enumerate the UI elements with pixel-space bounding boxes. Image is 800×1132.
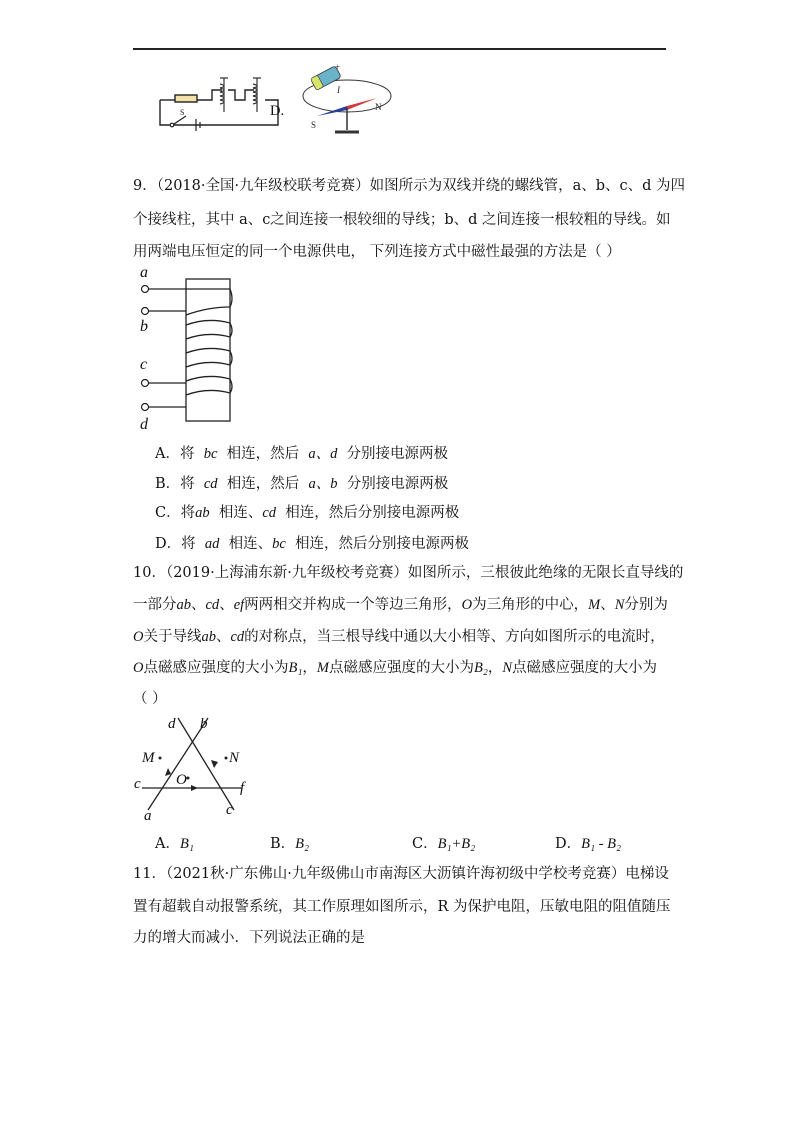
q10-option-c: C．B₁+B₂ [412,836,476,852]
terminal-d: d [140,416,148,431]
q10-option-d: D．B₁ - B₂ [555,836,622,852]
pole-s-label: S [311,120,317,130]
wire-c-label-left: c [134,776,141,792]
wire-d-label: d [168,716,176,732]
point-n-label: N [229,750,240,766]
terminal-b: b [140,318,148,335]
compass-solenoid-figure [297,58,397,140]
point-o-label: O [176,772,187,788]
terminal-c: c [140,356,148,373]
q10-option-b: B．B₂ [270,836,310,852]
wire-f-label: f [240,780,245,796]
current-label: I [337,85,340,95]
wire-b-label: b [200,716,208,732]
option-d-label: D. [270,103,285,119]
q9-line-3: 用两端电压恒定的同一个电源供电， 下列连接方式中磁性最强的方法是（ ） [133,244,621,260]
q11-line-1: 11．（2021秋·广东佛山·九年级佛山市南海区大沥镇许海初级中学校考竞赛）电梯设 [133,866,669,882]
q10-line-2: 一部分ab、cd、ef两两相交并构成一个等边三角形，O为三角形的中心，M、N分别为 [133,597,668,613]
q9-line-2: 个接线柱，其中 a、c之间连接一根较细的导线；b、d 之间连接一根较粗的导线。如 [133,212,671,228]
header-rule [133,48,666,50]
q9-option-b: B．将 cd 相连，然后 a、b 分别接电源两极 [155,476,449,492]
point-m-label: M [142,750,155,766]
q9-option-c: C．将ab 相连、cd 相连，然后分别接电源两极 [155,505,460,521]
pole-n-label: N [375,102,382,112]
q10-line-1: 10．（2019·上海浦东新·九年级校考竞赛）如图所示，三根彼此绝缘的无限长直导线的 [133,565,684,581]
wire-a-label: a [144,808,152,824]
terminal-a: a [140,264,148,281]
q9-option-a: A．将 bc 相连，然后 a、d 分别接电源两极 [155,446,449,462]
q10-line-5: （ ） [133,691,167,707]
triangle-wires-figure [134,712,254,824]
circuit-diagram [150,70,280,132]
plus-label: + [335,62,341,72]
q9-line-1: 9．（2018·全国·九年级校联考竞赛）如图所示为双线并绕的螺线管，a、b、c、d 为四 [133,178,686,194]
wire-c-label-right: c [226,802,233,818]
q11-line-2: 置有超载自动报警系统，其工作原理如图所示，R 为保护电阻，压敏电阻的阻值随压 [133,899,671,915]
q9-option-d: D．将 ad 相连、bc 相连，然后分别接电源两极 [155,536,469,552]
switch-label: S [180,108,185,117]
q10-line-3: O关于导线ab、cd的对称点，当三根导线中通以大小相等、方向如图所示的电流时， [133,629,665,645]
q10-option-a: A．B₁ [155,836,194,852]
q10-line-4: O点磁感应强度的大小为B₁，M点磁感应强度的大小为B₂，N点磁感应强度的大小为 [133,660,658,676]
q11-line-3: 力的增大而减小．下列说法正确的是 [133,930,365,946]
solenoid-figure [134,263,244,431]
